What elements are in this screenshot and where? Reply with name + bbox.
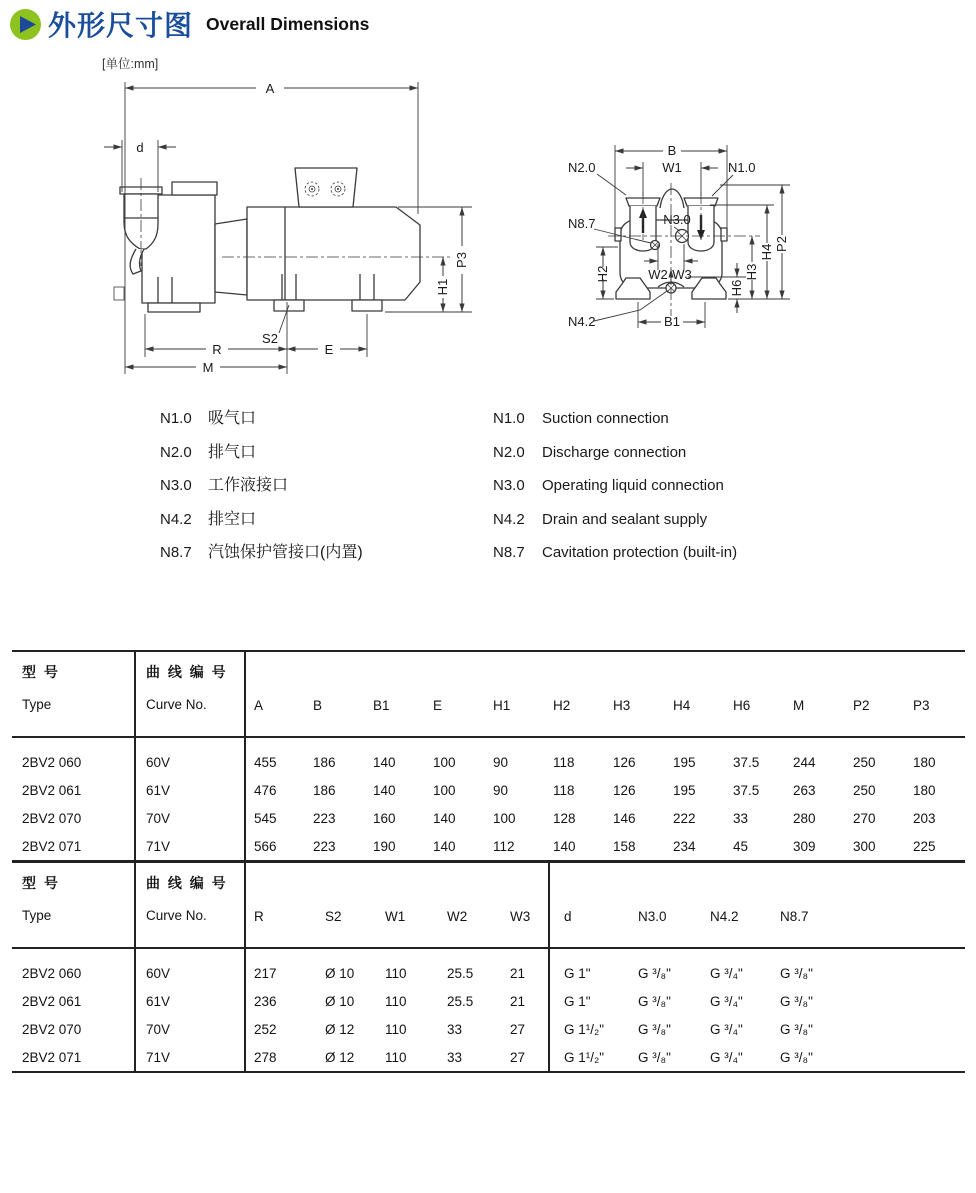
cell: 455 [254, 754, 277, 770]
dim-label-a: A [265, 81, 275, 96]
cell: G 1" [549, 948, 624, 987]
type-header-en: Type [22, 908, 52, 923]
port-label-n42: N4.2 [568, 314, 596, 329]
legend-text: Operating liquid connection [542, 477, 724, 494]
legend-row [160, 503, 363, 537]
dim-label-b: B [667, 143, 677, 158]
cell: G ³/₄" [710, 965, 743, 981]
port-label-n20: N2.0 [568, 160, 596, 175]
curve-header [135, 863, 245, 948]
cell: 236 [254, 993, 277, 1009]
cell: G ³/₈" [780, 1049, 813, 1065]
curve-header-en: Curve No. [146, 908, 207, 923]
cell-curve: 71V [135, 1043, 245, 1072]
table-row [12, 1043, 965, 1072]
cell: G ³/₈" [780, 1021, 813, 1037]
front-view-drawing [560, 128, 960, 368]
cell: Ø 10 [325, 965, 355, 981]
dim-label-h4: H4 [759, 243, 774, 261]
cell: 225 [913, 838, 936, 854]
legend-text: 工作液接口 [208, 477, 289, 494]
cell: 112 [493, 838, 515, 854]
legend-text: 吸气口 [208, 410, 257, 427]
column-header: M [785, 651, 845, 737]
legend-text: Cavitation protection (built-in) [542, 544, 738, 561]
column-header: P3 [905, 651, 965, 737]
column-header: N4.2 [696, 863, 766, 948]
cell: 140 [553, 838, 576, 854]
dim-label-p2: P2 [774, 236, 789, 252]
cell: 33 [447, 1021, 463, 1037]
cell: 160 [373, 810, 396, 826]
cell: 100 [493, 810, 516, 826]
cell: 37.5 [733, 754, 760, 770]
legend-row [493, 536, 737, 570]
type-header [12, 651, 135, 737]
legend-row [493, 503, 737, 537]
cell: 100 [433, 754, 456, 770]
cell: 244 [793, 754, 816, 770]
column-header: W3 [502, 863, 549, 948]
cell: 33 [733, 810, 749, 826]
dim-label-w2: W2 [648, 267, 668, 282]
cell: 190 [373, 838, 396, 854]
cell: 309 [793, 838, 816, 854]
column-header: S2 [317, 863, 377, 948]
dim-label-b1: B1 [664, 314, 680, 329]
table-header-row [12, 863, 965, 948]
dim-label-w1: W1 [662, 160, 682, 175]
type-header-zh: 型 号 [22, 875, 60, 891]
cell-type: 2BV2 071 [12, 1043, 135, 1072]
cell: 25.5 [447, 993, 474, 1009]
cell: 223 [313, 810, 336, 826]
legend-row [160, 536, 363, 570]
cell: G ³/₈" [780, 965, 813, 981]
legend-code: N3.0 [160, 477, 192, 494]
legend-en [493, 402, 737, 570]
cell: G ³/₈" [638, 993, 671, 1009]
legend-code: N2.0 [160, 443, 192, 461]
column-header: N8.7 [766, 863, 965, 948]
column-header: H4 [665, 651, 725, 737]
legend-row [493, 436, 737, 470]
cell: Ø 12 [325, 1049, 355, 1065]
section-play-icon [10, 9, 41, 45]
cell: 110 [385, 1021, 407, 1037]
cell-curve: 60V [135, 948, 245, 987]
port-label-n87: N8.7 [568, 216, 596, 231]
column-header: d [549, 863, 624, 948]
cell: 118 [553, 754, 575, 770]
cell: 110 [385, 965, 407, 981]
cell: 300 [853, 838, 876, 854]
cell: G ³/₄" [710, 1049, 743, 1065]
side-view-drawing [100, 52, 500, 397]
cell: G ³/₄" [710, 1021, 743, 1037]
column-header: A [245, 651, 305, 737]
cell-curve: 70V [135, 1015, 245, 1043]
legend-code: N8.7 [493, 544, 525, 561]
cell: 33 [447, 1049, 463, 1065]
pump-side-outline [142, 168, 420, 312]
column-header: H1 [485, 651, 545, 737]
cell: 195 [673, 782, 696, 798]
legend-row [160, 469, 363, 503]
cell: 203 [913, 810, 936, 826]
legend-code: N4.2 [493, 510, 525, 528]
cell: 126 [613, 782, 636, 798]
dim-label-d: d [136, 140, 144, 155]
unit-label: [单位:mm] [102, 57, 159, 71]
cell: 566 [254, 838, 277, 854]
cell-type: 2BV2 061 [12, 987, 135, 1015]
cell: 118 [553, 782, 575, 798]
cell: Ø 10 [325, 993, 355, 1009]
cell-type: 2BV2 070 [12, 804, 135, 832]
legend-code: N4.2 [160, 510, 192, 528]
cell: 270 [853, 810, 876, 826]
cell: 250 [853, 782, 876, 798]
legend-row [493, 402, 737, 436]
cell: 140 [433, 810, 456, 826]
column-header: H3 [605, 651, 665, 737]
legend-row [160, 436, 363, 470]
column-header: N3.0 [624, 863, 696, 948]
page-title-en: Overall Dimensions [206, 14, 370, 34]
legend-text: 排气口 [208, 443, 257, 461]
cell: 45 [733, 838, 749, 854]
curve-header-zh: 曲 线 编 号 [146, 664, 228, 680]
cell: G ³/₄" [710, 993, 743, 1009]
legend-row [160, 402, 363, 436]
column-header: H2 [545, 651, 605, 737]
column-header: W1 [377, 863, 439, 948]
cell: 128 [553, 810, 576, 826]
table-row [12, 948, 965, 987]
cell: 263 [793, 782, 816, 798]
cell: 158 [613, 838, 636, 854]
cell: 110 [385, 993, 407, 1009]
cell: 217 [254, 965, 277, 981]
cell-curve: 71V [135, 832, 245, 862]
cell: 21 [510, 993, 526, 1009]
port-label-n30: N3.0 [663, 212, 691, 227]
column-header: E [425, 651, 485, 737]
table-row [12, 832, 965, 862]
dim-label-h3: H3 [744, 263, 759, 281]
column-header: B1 [365, 651, 425, 737]
curve-header [135, 651, 245, 737]
legend-row [493, 469, 737, 503]
cell: 186 [313, 754, 336, 770]
curve-header-zh: 曲 线 编 号 [146, 875, 228, 891]
cell: 27 [510, 1049, 526, 1065]
cell-type: 2BV2 071 [12, 832, 135, 862]
cell: 278 [254, 1049, 277, 1065]
cell: 195 [673, 754, 696, 770]
dim-label-e: E [324, 342, 334, 357]
cell: 280 [793, 810, 816, 826]
cell-type: 2BV2 060 [12, 737, 135, 776]
column-header: B [305, 651, 365, 737]
cell: Ø 12 [325, 1021, 355, 1037]
cell: 21 [510, 965, 526, 981]
dim-label-h2: H2 [595, 265, 610, 283]
table-row [12, 737, 965, 776]
column-header: H6 [725, 651, 785, 737]
legend-text: Drain and sealant supply [542, 510, 708, 528]
legend-text: Suction connection [542, 410, 669, 427]
cell: 476 [254, 782, 277, 798]
cell: 545 [254, 810, 277, 826]
curve-header-en: Curve No. [146, 697, 207, 712]
cell: 180 [913, 754, 936, 770]
cell: 146 [613, 810, 636, 826]
cell: G ³/₈" [780, 993, 813, 1009]
legend-code: N2.0 [493, 443, 525, 461]
page-title-zh: 外形尺寸图 [48, 10, 194, 41]
dimensions-table-1 [12, 650, 965, 863]
cell: 27 [510, 1021, 526, 1037]
cell: 234 [673, 838, 696, 854]
type-header-en: Type [22, 697, 52, 712]
type-header [12, 863, 135, 948]
legend-code: N3.0 [493, 477, 525, 494]
cell: 140 [433, 838, 456, 854]
cell: 252 [254, 1021, 277, 1037]
cell: 90 [493, 754, 509, 770]
table-row [12, 1015, 965, 1043]
legend-zh [160, 402, 363, 570]
cell: G 1¹/₂" [549, 1015, 624, 1043]
dim-label-p3: P3 [454, 252, 469, 268]
column-header: P2 [845, 651, 905, 737]
legend-code: N1.0 [160, 410, 192, 427]
legend-text: 排空口 [208, 510, 257, 528]
cell: 110 [385, 1049, 407, 1065]
cell: 223 [313, 838, 336, 854]
type-header-zh: 型 号 [22, 664, 60, 680]
cell: 126 [613, 754, 636, 770]
port-label-n10: N1.0 [728, 160, 756, 175]
cell: G 1¹/₂" [549, 1043, 624, 1072]
legend-code: N8.7 [160, 544, 192, 561]
cell-type: 2BV2 060 [12, 948, 135, 987]
cell: 100 [433, 782, 456, 798]
dimensions-table-2 [12, 863, 965, 1073]
cell: 25.5 [447, 965, 474, 981]
dim-label-w3: W3 [672, 267, 692, 282]
cell: 140 [373, 782, 396, 798]
cell: G 1" [549, 987, 624, 1015]
cell: 250 [853, 754, 876, 770]
column-header: W2 [439, 863, 502, 948]
dimension-tables [12, 650, 965, 1073]
cell-curve: 61V [135, 776, 245, 804]
cell: 37.5 [733, 782, 760, 798]
cell-type: 2BV2 070 [12, 1015, 135, 1043]
column-header: R [245, 863, 317, 948]
dim-label-s2: S2 [262, 331, 278, 346]
table-header-row [12, 651, 965, 737]
legend-text: Discharge connection [542, 443, 687, 461]
dim-label-h6: H6 [729, 279, 744, 297]
table-row [12, 776, 965, 804]
legend-text: 汽蚀保护管接口(内置) [208, 544, 363, 561]
dim-label-m: M [202, 360, 214, 375]
cell: 140 [373, 754, 396, 770]
legend-code: N1.0 [493, 410, 525, 427]
cell-curve: 70V [135, 804, 245, 832]
dim-label-h1: H1 [435, 278, 450, 296]
cell: 222 [673, 810, 696, 826]
cell-curve: 61V [135, 987, 245, 1015]
table-row [12, 804, 965, 832]
cell: G ³/₈" [638, 965, 671, 981]
cell-curve: 60V [135, 737, 245, 776]
cell: G ³/₈" [638, 1021, 671, 1037]
table-row [12, 987, 965, 1015]
dim-label-r: R [212, 342, 222, 357]
cell: G ³/₈" [638, 1049, 671, 1065]
cell-type: 2BV2 061 [12, 776, 135, 804]
cell: 90 [493, 782, 509, 798]
cell: 180 [913, 782, 936, 798]
cell: 186 [313, 782, 336, 798]
